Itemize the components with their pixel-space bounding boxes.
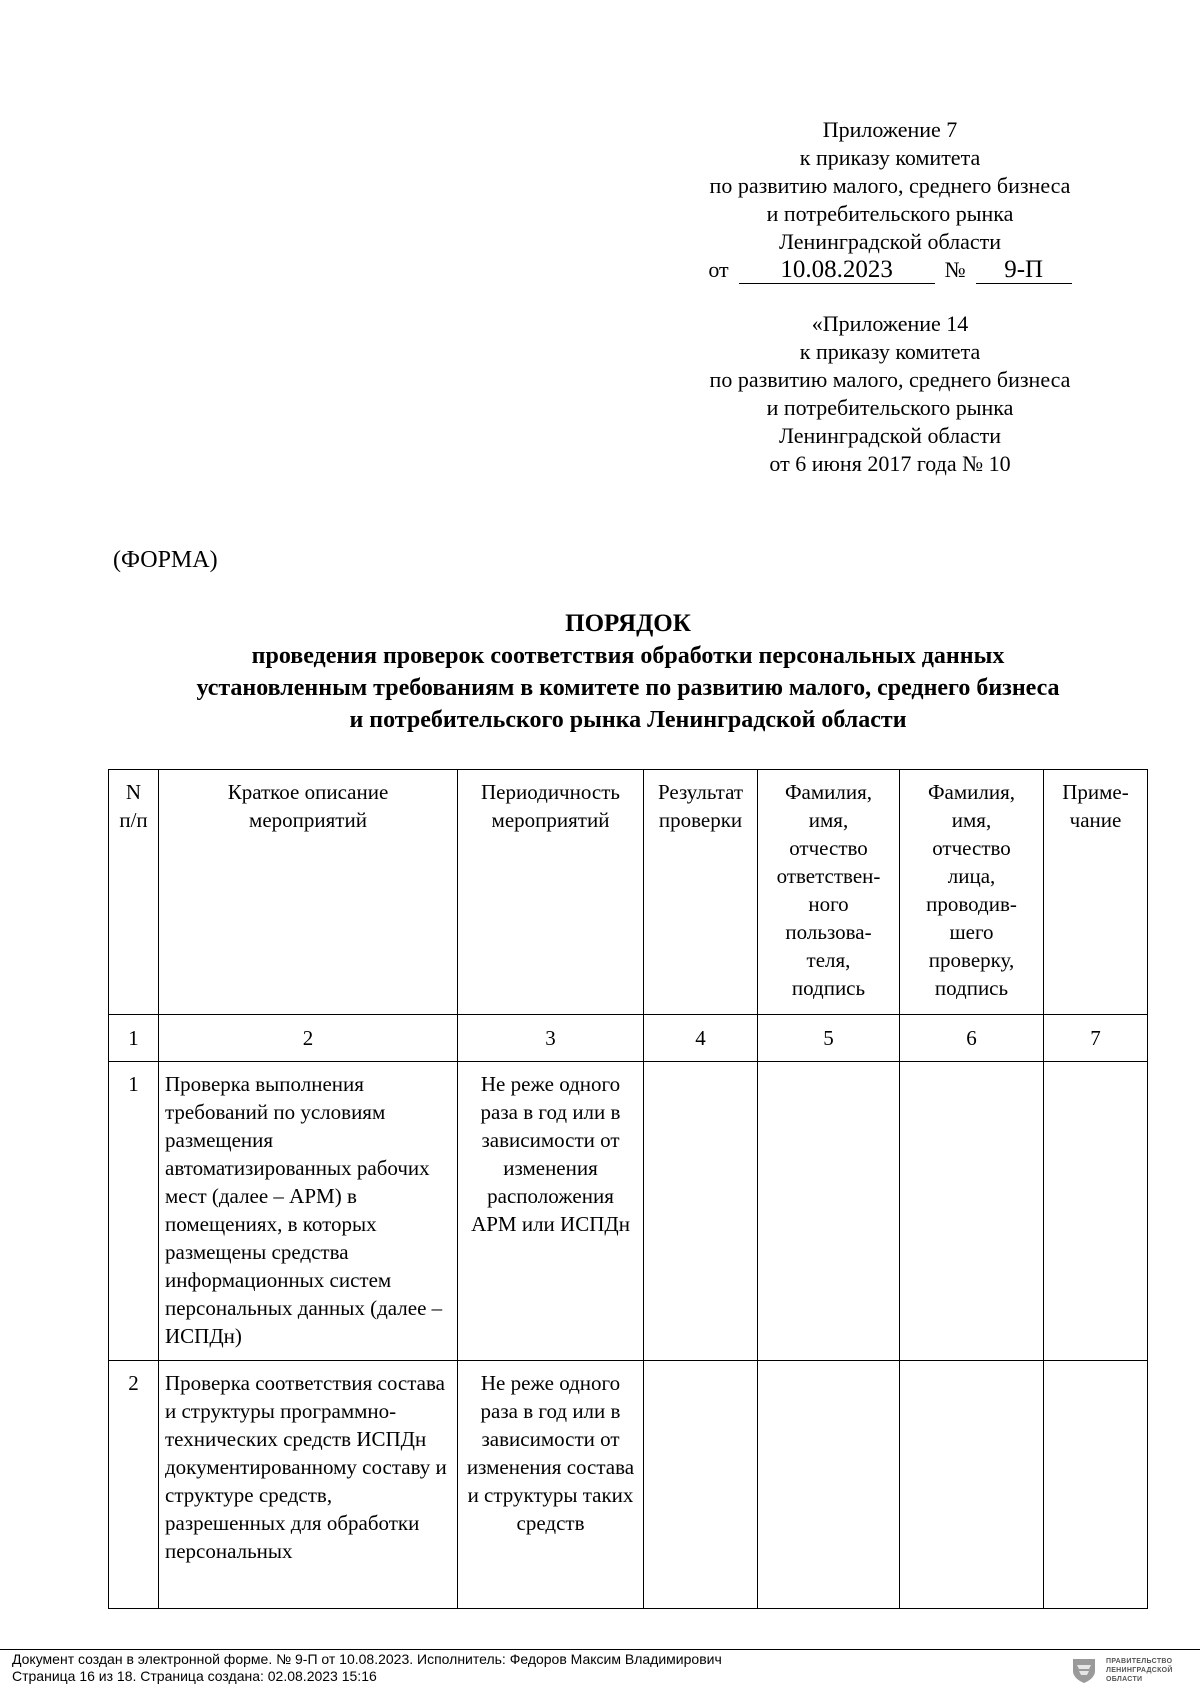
number-label: № xyxy=(944,257,966,282)
column-number: 7 xyxy=(1044,1015,1148,1062)
logo-line: ПРАВИТЕЛЬСТВО xyxy=(1106,1657,1173,1665)
appendix-line: «Приложение 14 xyxy=(811,311,969,336)
footer-line-2: Страница 16 из 18. Страница создана: 02.08.2023 15:16 xyxy=(12,1668,377,1684)
row-responsible xyxy=(758,1361,900,1609)
order-number: 9-П xyxy=(976,257,1072,284)
order-date-line xyxy=(680,256,1100,284)
row-note xyxy=(1044,1361,1148,1609)
header-cell-responsible: Фамилия, имя, отчество ответствен- ного пользова- теля, подпись xyxy=(758,770,900,1015)
government-logo xyxy=(1070,1656,1173,1684)
document-heading xyxy=(100,608,1156,736)
column-number: 3 xyxy=(458,1015,644,1062)
appendix-line: и потребительского рынка xyxy=(766,395,1014,420)
logo-text xyxy=(1106,1657,1173,1684)
header-cell-periodicity: Периодичность мероприятий xyxy=(458,770,644,1015)
appendix-line: и потребительского рынка xyxy=(766,201,1014,226)
heading-subtitle-line: и потребительского рынка Ленинградской области xyxy=(349,707,907,733)
appendix-line: Ленинградской области xyxy=(779,423,1001,448)
header-cell-number: N п/п xyxy=(109,770,159,1015)
column-number: 6 xyxy=(900,1015,1044,1062)
heading-subtitle-line: проведения проверок соответствия обработки персональных данных xyxy=(251,643,1005,669)
footer-text xyxy=(12,1651,722,1685)
logo-line: ЛЕНИНГРАДСКОЙ xyxy=(1106,1666,1173,1674)
appendix-line: Ленинградской области xyxy=(779,229,1001,254)
appendix-line: к приказу комитета xyxy=(799,339,981,364)
heading-title: ПОРЯДОК xyxy=(565,610,691,637)
header-cell-inspector: Фамилия, имя, отчество лица, проводив- шего проверку, подпись xyxy=(900,770,1044,1015)
header-cell-description: Краткое описание мероприятий xyxy=(159,770,458,1015)
appendix-line: по развитию малого, среднего бизнеса xyxy=(709,173,1071,198)
emblem-icon xyxy=(1070,1656,1098,1684)
footer-line-1: Документ создан в электронной форме. № 9-П от 10.08.2023. Исполнитель: Федоров Максим Владимирович xyxy=(12,1651,722,1667)
row-description: Проверка соответствия состава и структуры программно-технических средств ИСПДн документированному составу и структуре средств, разрешенных для обработки персональных xyxy=(159,1361,458,1609)
appendix-14-block xyxy=(680,310,1100,478)
header-cell-result: Результат проверки xyxy=(644,770,758,1015)
appendix-line: к приказу комитета xyxy=(799,145,981,170)
column-number: 2 xyxy=(159,1015,458,1062)
form-label: (ФОРМА) xyxy=(113,547,218,573)
order-date: 10.08.2023 xyxy=(739,257,935,284)
table-header-row xyxy=(109,770,1148,1015)
appendix-line: от 6 июня 2017 года № 10 xyxy=(769,451,1011,476)
column-number: 5 xyxy=(758,1015,900,1062)
from-label: от xyxy=(708,257,729,282)
procedure-table xyxy=(108,769,1148,1609)
row-number: 2 xyxy=(109,1361,159,1609)
row-description: Проверка выполнения требований по условиям размещения автоматизированных рабочих мест (далее – АРМ) в помещениях, в которых размещены средства информационных систем персональных данных (далее – ИСПДн) xyxy=(159,1062,458,1361)
row-number: 1 xyxy=(109,1062,159,1361)
column-number-row xyxy=(109,1015,1148,1062)
row-responsible xyxy=(758,1062,900,1361)
table-row xyxy=(109,1361,1148,1609)
header-cell-note: Приме- чание xyxy=(1044,770,1148,1015)
row-inspector xyxy=(900,1361,1044,1609)
row-note xyxy=(1044,1062,1148,1361)
appendix-7-block xyxy=(680,116,1100,284)
row-periodicity: Не реже одного раза в год или в зависимости от изменения состава и структуры таких средств xyxy=(458,1361,644,1609)
logo-line: ОБЛАСТИ xyxy=(1106,1675,1143,1683)
appendix-line: Приложение 7 xyxy=(822,117,958,142)
column-number: 4 xyxy=(644,1015,758,1062)
row-inspector xyxy=(900,1062,1044,1361)
table-row xyxy=(109,1062,1148,1361)
appendix-line: по развитию малого, среднего бизнеса xyxy=(709,367,1071,392)
footer-divider xyxy=(0,1649,1200,1650)
column-number: 1 xyxy=(109,1015,159,1062)
row-result xyxy=(644,1062,758,1361)
row-periodicity: Не реже одного раза в год или в зависимости от изменения расположения АРМ или ИСПДн xyxy=(458,1062,644,1361)
row-result xyxy=(644,1361,758,1609)
heading-subtitle-line: установленным требованиям в комитете по развитию малого, среднего бизнеса xyxy=(196,675,1060,701)
